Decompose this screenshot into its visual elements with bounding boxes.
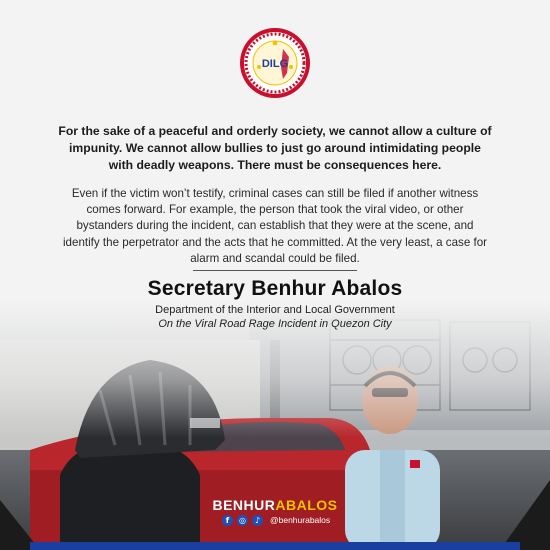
brand-name [0,497,550,513]
social-handle[interactable]: @benhurabalos [270,515,331,525]
logo-text: DILG [261,58,289,70]
bottom-bar [30,542,520,550]
divider [193,270,357,271]
brand-last: ABALOS [275,497,338,513]
speaker-department: Department of the Interior and Local Government [155,304,395,316]
dilg-logo [239,27,311,99]
brand-first: BENHUR [212,497,276,513]
speaker-name: Secretary Benhur Abalos [147,277,403,300]
speaker-context: On the Viral Road Rage Incident in Quezon City [158,318,392,330]
tiktok-icon[interactable]: ♪ [252,515,263,526]
quote-lead: For the sake of a peaceful and orderly society, we cannot allow a culture of impunity. We cannot allow bullies to just go around intimidating people with deadly weapons. There must be consequences here. [58,124,492,172]
instagram-icon[interactable]: ◎ [237,515,248,526]
social-row [222,513,330,527]
quote-body: Even if the victim won’t testify, criminal cases can still be filed if another witness comes forward. For example, the person that took the viral video, or other bystanders during the incident, can establish that they were at the scene, and identify the perpetrator and the acts that he committed. At the very least, a case for alarm and scandal could be filed. [62,187,488,265]
facebook-icon[interactable]: f [222,515,233,526]
